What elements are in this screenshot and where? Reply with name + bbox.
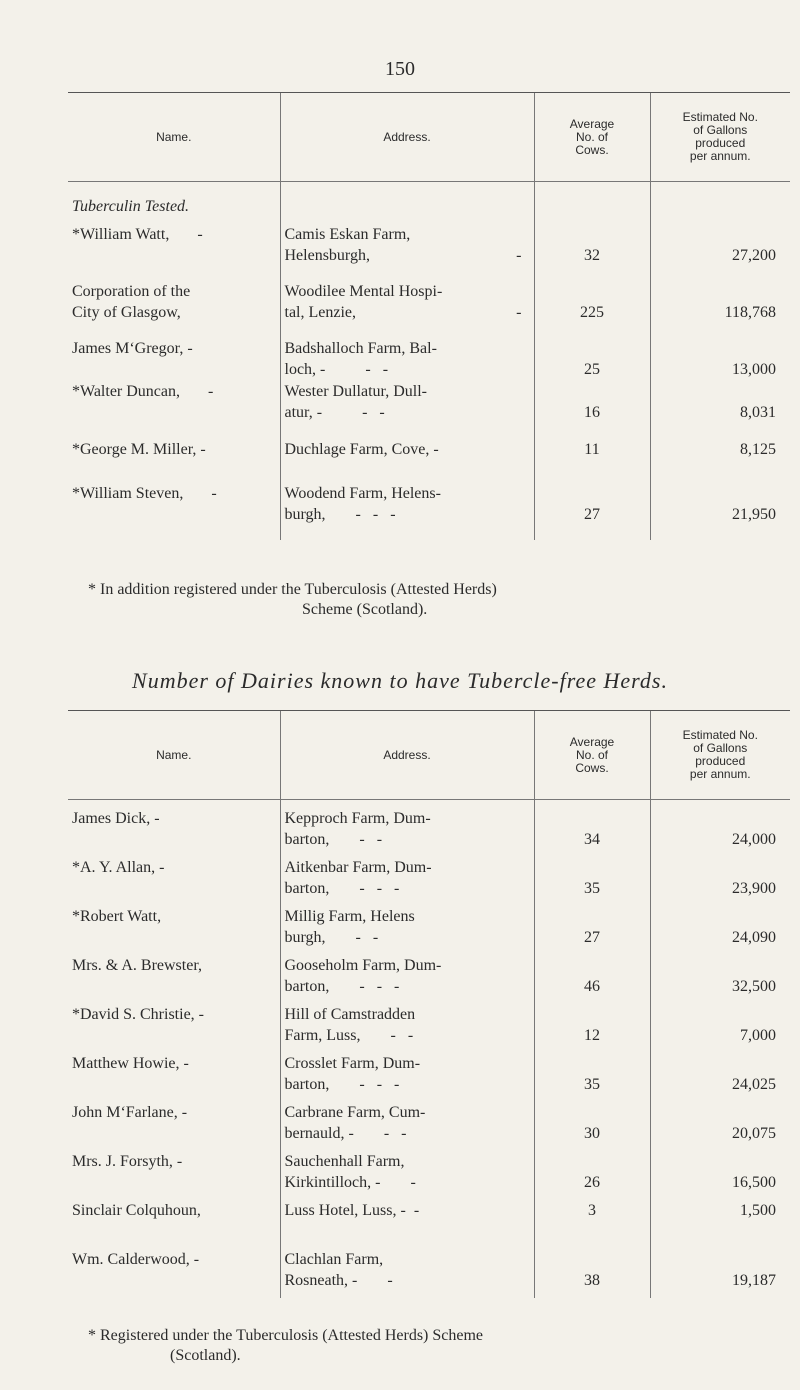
- row-name: *William Watt, -: [72, 226, 203, 243]
- row-address: Crosslet Farm, Dum- barton, - - -: [280, 1053, 534, 1102]
- row-address: Badshalloch Farm, Bal- loch, - - -: [280, 338, 534, 395]
- row-gallons: 8,031: [650, 395, 790, 439]
- row-cows: 25: [534, 338, 650, 395]
- row-address: Duchlage Farm, Cove, -: [280, 439, 534, 483]
- row-cows: 27: [534, 906, 650, 955]
- header-address: Address.: [280, 93, 534, 182]
- row-name: Wm. Calderwood, -: [72, 1251, 200, 1268]
- table-row: [68, 1053, 790, 1102]
- footnote-2: * Registered under the Tuberculosis (Attested Herds) Scheme (Scotland).: [88, 1327, 484, 1364]
- row-gallons: 27,200: [650, 224, 790, 281]
- row-cows: 34: [534, 808, 650, 857]
- row-address: Millig Farm, Helens burgh, - -: [280, 906, 534, 955]
- row-address: Gooseholm Farm, Dum- barton, - - -: [280, 955, 534, 1004]
- row-cows: 35: [534, 857, 650, 906]
- header-cows: Average No. of Cows.: [534, 93, 650, 182]
- row-address: Woodilee Mental Hospi- tal, Lenzie, -: [280, 281, 534, 338]
- row-gallons: 19,187: [650, 1249, 790, 1298]
- table-row: [68, 1200, 790, 1249]
- table-row: [68, 439, 790, 483]
- row-name: *Walter Duncan, -: [72, 383, 214, 400]
- row-address: Wester Dullatur, Dull- atur, - - -: [280, 395, 534, 439]
- row-gallons: 24,000: [650, 808, 790, 857]
- row-address: Luss Hotel, Luss, - -: [280, 1200, 534, 1249]
- row-gallons: 32,500: [650, 955, 790, 1004]
- header-address: Address.: [280, 711, 534, 800]
- header-cows: Average No. of Cows.: [534, 711, 650, 800]
- header-gallons: Estimated No. of Gallons produced per annum.: [650, 93, 790, 182]
- row-name: *David S. Christie, -: [72, 1006, 204, 1023]
- table-body: [68, 808, 790, 1298]
- row-cows: 16: [534, 395, 650, 439]
- row-name: *Robert Watt,: [72, 908, 162, 925]
- row-name: Mrs. J. Forsyth, -: [72, 1153, 183, 1170]
- row-name: Mrs. & A. Brewster,: [72, 957, 203, 974]
- row-gallons: 23,900: [650, 857, 790, 906]
- table-row: [68, 955, 790, 1004]
- row-cows: 30: [534, 1102, 650, 1151]
- row-gallons: 21,950: [650, 483, 790, 540]
- row-cows: 225: [534, 281, 650, 338]
- row-address: Carbrane Farm, Cum- bernauld, - - -: [280, 1102, 534, 1151]
- row-cows: 38: [534, 1249, 650, 1298]
- row-address: Hill of Camstradden Farm, Luss, - -: [280, 1004, 534, 1053]
- table-row: [68, 281, 790, 338]
- row-name: John M‘Farlane, -: [72, 1104, 188, 1121]
- row-gallons: 1,500: [650, 1200, 790, 1249]
- page-number: 150: [385, 58, 415, 80]
- row-address: Sauchenhall Farm, Kirkintilloch, - -: [280, 1151, 534, 1200]
- row-address: Woodend Farm, Helens- burgh, - - -: [280, 483, 534, 540]
- header-name: Name.: [68, 711, 280, 800]
- row-gallons: 8,125: [650, 439, 790, 483]
- table-row: [68, 395, 790, 439]
- row-name: Matthew Howie, -: [72, 1055, 189, 1072]
- row-name: *George M. Miller, -: [72, 441, 206, 458]
- table-row: [68, 1249, 790, 1298]
- table-row: [68, 1151, 790, 1200]
- row-name: *William Steven, -: [72, 485, 217, 502]
- row-name: Sinclair Colquhoun,: [72, 1202, 201, 1219]
- row-name: James Dick, -: [72, 810, 160, 827]
- section-title: Tuberculin Tested.: [72, 198, 190, 215]
- table-row: [68, 1004, 790, 1053]
- row-cows: 11: [534, 439, 650, 483]
- table-row: [68, 483, 790, 540]
- table-row: [68, 1102, 790, 1151]
- table-row: [68, 224, 790, 281]
- row-cows: 46: [534, 955, 650, 1004]
- row-gallons: 13,000: [650, 338, 790, 395]
- row-gallons: 20,075: [650, 1102, 790, 1151]
- tubercle-free-herds-table: [68, 710, 790, 814]
- row-address: Clachlan Farm, Rosneath, - -: [280, 1249, 534, 1298]
- section-row: [68, 196, 790, 224]
- row-name: *A. Y. Allan, -: [72, 859, 165, 876]
- row-address: Camis Eskan Farm, Helensburgh, -: [280, 224, 534, 281]
- table-row: [68, 906, 790, 955]
- table-row: [68, 808, 790, 857]
- row-gallons: 24,025: [650, 1053, 790, 1102]
- row-cows: 35: [534, 1053, 650, 1102]
- section-heading: Number of Dairies known to have Tubercle-free Herds.: [132, 668, 668, 693]
- tuberculin-tested-table: [68, 92, 790, 558]
- header-gallons: Estimated No. of Gallons produced per annum.: [650, 711, 790, 800]
- row-gallons: 16,500: [650, 1151, 790, 1200]
- row-gallons: 118,768: [650, 281, 790, 338]
- row-cows: 27: [534, 483, 650, 540]
- row-cows: 26: [534, 1151, 650, 1200]
- row-name: James M‘Gregor, -: [72, 340, 193, 357]
- row-cows: 3: [534, 1200, 650, 1249]
- row-address: Kepproch Farm, Dum- barton, - -: [280, 808, 534, 857]
- row-cows: 12: [534, 1004, 650, 1053]
- row-address: Aitkenbar Farm, Dum- barton, - - -: [280, 857, 534, 906]
- header-name: Name.: [68, 93, 280, 182]
- table-row: [68, 857, 790, 906]
- row-gallons: 7,000: [650, 1004, 790, 1053]
- row-name: Corporation of the City of Glasgow,: [72, 283, 191, 321]
- row-gallons: 24,090: [650, 906, 790, 955]
- row-cows: 32: [534, 224, 650, 281]
- footnote-1: * In addition registered under the Tuberculosis (Attested Herds) Scheme (Scotland).: [88, 581, 497, 618]
